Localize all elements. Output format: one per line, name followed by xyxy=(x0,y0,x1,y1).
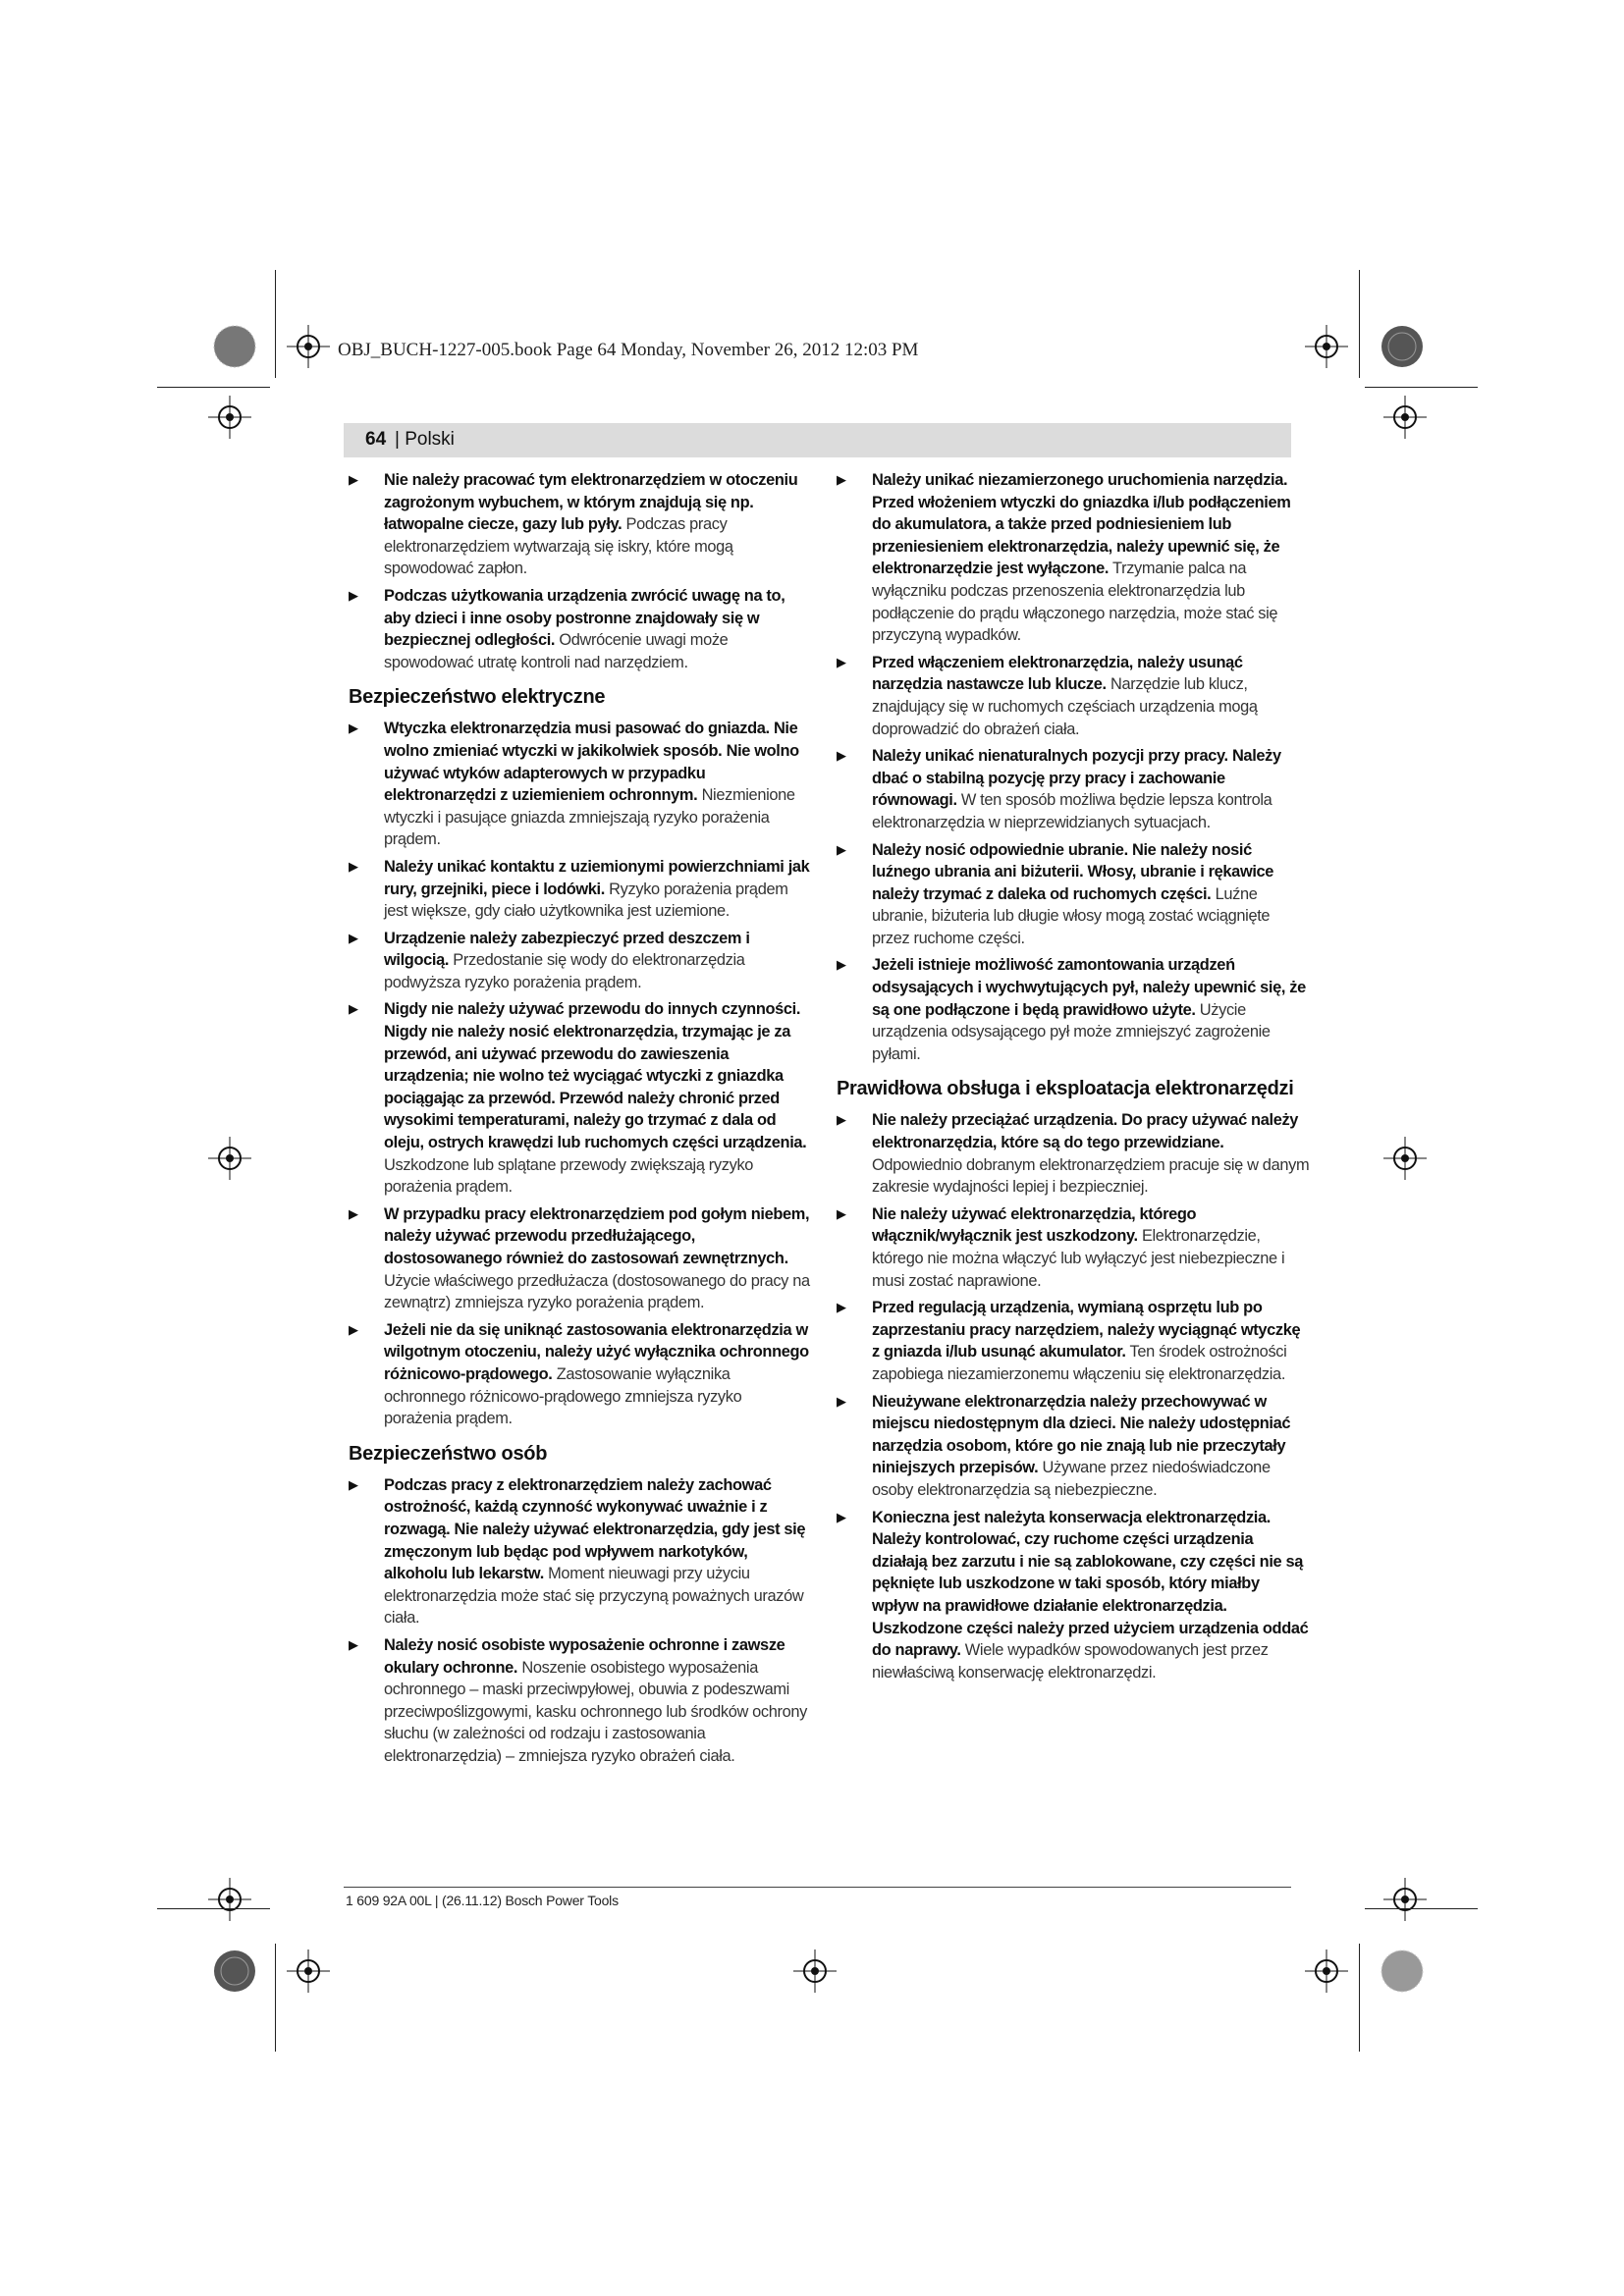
heading-electrical-safety: Bezpieczeństwo elektryczne xyxy=(349,686,606,709)
safety-instruction-item xyxy=(349,469,810,580)
instruction-bold-text: Nie należy przeciążać urządzenia. Do pracy używać należy elektronarzędzia, które są do tego przewidziane. xyxy=(872,1111,1299,1152)
bullet-arrow-icon: ▶ xyxy=(837,1300,846,1315)
instruction-bold-text: Konieczna jest należyta konserwacja elektronarzędzia. Należy kontrolować, czy ruchome części urządzenia działają bez zarzutu i nie są zablokowane, czy części nie są pęknięte lub uszkodzone w taki sposób, który miałby wpływ na prawidłowe działanie elektronarzędzia. Uszkodzone części należy przed użyciem urządzenia oddać do naprawy. xyxy=(872,1508,1309,1660)
crop-line xyxy=(157,387,270,388)
left-column xyxy=(349,469,810,1772)
crosshair-mark xyxy=(287,325,330,373)
safety-instruction-item xyxy=(349,1634,810,1768)
crosshair-mark xyxy=(1383,1878,1427,1926)
safety-instruction-item xyxy=(837,469,1310,647)
safety-instruction-item xyxy=(837,1297,1310,1385)
instruction-explanation-text: Podczas pracy elektronarzędziem wytwarzają się iskry, które mogą spowodować zapłon. xyxy=(384,515,733,578)
instruction-explanation-text: Przedostanie się wody do elektronarzędzia podwyższa ryzyko porażenia prądem. xyxy=(384,951,745,991)
bullet-arrow-icon: ▶ xyxy=(349,1001,358,1017)
crosshair-mark xyxy=(793,1949,837,1998)
heading-personal-safety: Bezpieczeństwo osób xyxy=(349,1442,548,1465)
instruction-bold-text: Należy unikać kontaktu z uziemionymi powierzchniami jak rury, grzejniki, piece i lodówki. xyxy=(384,857,810,898)
bullet-arrow-icon: ▶ xyxy=(837,1509,846,1524)
bullet-arrow-icon: ▶ xyxy=(349,721,358,736)
crosshair-mark xyxy=(208,1137,251,1185)
footer-rule xyxy=(344,1887,1291,1888)
bullet-arrow-icon: ▶ xyxy=(837,841,846,857)
page-number: 64 xyxy=(365,429,387,450)
safety-instruction-item xyxy=(349,585,810,673)
bullet-arrow-icon: ▶ xyxy=(349,587,358,603)
crop-line xyxy=(275,270,276,378)
safety-instruction-item xyxy=(349,1203,810,1314)
safety-instruction-item xyxy=(837,1391,1310,1502)
instruction-explanation-text: Elektronarzędzie, którego nie można włączyć lub wyłączyć jest niebezpieczne i musi zostać naprawione. xyxy=(872,1227,1285,1290)
instruction-explanation-text: Trzymanie palca na wyłączniku podczas przenoszenia elektronarzędzia lub podłączenie do prądu włączonego narzędzia, może stać się przyczyną wypadków. xyxy=(872,560,1278,645)
bullet-arrow-icon: ▶ xyxy=(349,1476,358,1492)
safety-instruction-item xyxy=(837,1109,1310,1198)
registration-mark-top-left xyxy=(212,324,257,374)
registration-mark-bottom-right xyxy=(1380,1949,1425,1999)
bullet-arrow-icon: ▶ xyxy=(837,654,846,669)
crosshair-mark xyxy=(1305,325,1348,373)
footer-text: 1 609 92A 00L | (26.11.12) Bosch Power Tools xyxy=(346,1893,619,1908)
safety-instruction-item xyxy=(349,856,810,923)
instruction-bold-text: Podczas użytkowania urządzenia zwrócić uwagę na to, aby dzieci i inne osoby postronne znajdowały się w bezpiecznej odległości. xyxy=(384,586,785,650)
safety-instruction-item xyxy=(349,998,810,1198)
instruction-explanation-text: Użycie urządzenia odsysającego pył może zmniejszyć zagrożenie pyłami. xyxy=(872,1000,1271,1063)
bullet-arrow-icon: ▶ xyxy=(349,1205,358,1221)
section-language: | Polski xyxy=(395,429,455,450)
crosshair-mark xyxy=(1383,1137,1427,1185)
crosshair-mark xyxy=(208,1878,251,1926)
instruction-explanation-text: Użycie właściwego przedłużacza (dostosowanego do pracy na zewnątrz) zmniejsza ryzyko porażenia prądem. xyxy=(384,1271,810,1312)
crosshair-mark xyxy=(1305,1949,1348,1998)
instruction-explanation-text: Wiele wypadków spowodowanych jest przez niewłaściwą konserwację elektronarzędzi. xyxy=(872,1641,1269,1682)
bullet-arrow-icon: ▶ xyxy=(349,1636,358,1652)
safety-instruction-item xyxy=(837,1203,1310,1292)
right-column xyxy=(837,469,1310,1688)
crosshair-mark xyxy=(1383,396,1427,444)
safety-instruction-item xyxy=(349,1319,810,1430)
instruction-explanation-text: Ryzyko porażenia prądem jest większe, gdy ciało użytkownika jest uziemione. xyxy=(384,880,788,921)
bullet-arrow-icon: ▶ xyxy=(349,1321,358,1337)
safety-instruction-item xyxy=(837,954,1310,1065)
crosshair-mark xyxy=(208,396,251,444)
bullet-arrow-icon: ▶ xyxy=(349,472,358,487)
instruction-bold-text: Nigdy nie należy używać przewodu do innych czynności. Nigdy nie należy nosić elektronarzędzia, trzymając je za przewód, ani używać przewodu do zawieszenia urządzenia; nie wolno też wyciągać wtyczki z gniazdka pociągając za przewód. Przewód należy chronić przed wysokimi temperaturami, należy go trzymać z dala od oleju, ostrych krawędzi lub ruchomych części urządzenia. xyxy=(384,1000,807,1152)
crop-line xyxy=(1365,1908,1478,1909)
bullet-arrow-icon: ▶ xyxy=(837,1393,846,1409)
instruction-bold-text: Jeżeli istnieje możliwość zamontowania urządzeń odsysających i wychwytujących pył, należy upewnić się, że są one podłączone i będą prawidłowo użyte. xyxy=(872,956,1306,1019)
safety-instruction-item xyxy=(349,1474,810,1629)
instruction-explanation-text: Niezmienione wtyczki i pasujące gniazda zmniejszają ryzyko porażenia prądem. xyxy=(384,786,795,849)
instruction-bold-text: W przypadku pracy elektronarzędziem pod gołym niebem, należy używać przewodu przedłużającego, dostosowanego również do zastosowań zewnętrznych. xyxy=(384,1204,810,1267)
instruction-bold-text: Przed włączeniem elektronarzędzia, należy usunąć narzędzia nastawcze lub klucze. xyxy=(872,653,1243,694)
instruction-explanation-text: Moment nieuwagi przy użyciu elektronarzędzia może stać się przyczyną poważnych urazów ciała. xyxy=(384,1565,804,1628)
instruction-bold-text: Urządzenie należy zabezpieczyć przed deszczem i wilgocią. xyxy=(384,929,750,970)
bullet-arrow-icon: ▶ xyxy=(837,1112,846,1128)
instruction-bold-text: Nie należy pracować tym elektronarzędziem w otoczeniu zagrożonym wybuchem, w którym znajdują się np. łatwopalne ciecze, gazy lub pyły. xyxy=(384,471,798,534)
crop-line xyxy=(275,1944,276,2052)
safety-instruction-item xyxy=(349,928,810,994)
bullet-arrow-icon: ▶ xyxy=(837,1205,846,1221)
safety-instruction-item xyxy=(837,652,1310,740)
instruction-bold-text: Wtyczka elektronarzędzia musi pasować do gniazda. Nie wolno zmieniać wtyczki w jakikolwiek sposób. Nie wolno używać wtyków adapterowych w przypadku elektronarzędzi z uziemieniem ochronnym. xyxy=(384,720,799,805)
instruction-bold-text: Jeżeli nie da się uniknąć zastosowania elektronarzędzia w wilgotnym otoczeniu, należy użyć wyłącznika ochronnego różnicowo-prądowego. xyxy=(384,1320,809,1383)
heading-tool-use-and-care: Prawidłowa obsługa i eksploatacja elektronarzędzi xyxy=(837,1078,1294,1100)
instruction-explanation-text: Używane przez niedoświadczone osoby elektronarzędzia są niebezpieczne. xyxy=(872,1459,1271,1499)
bullet-arrow-icon: ▶ xyxy=(349,858,358,874)
instruction-bold-text: Należy unikać niezamierzonego uruchomienia narzędzia. Przed włożeniem wtyczki do gniazdka i/lub podłączeniem do akumulatora, a także przed podniesieniem lub przeniesieniem elektronarzędzia, należy upewnić się, że elektronarzędzie jest wyłączone. xyxy=(872,471,1291,578)
instruction-explanation-text: Ten środek ostrożności zapobiega niezamierzonemu włączeniu się elektronarzędzia. xyxy=(872,1343,1287,1383)
instruction-bold-text: Należy nosić osobiste wyposażenie ochronne i zawsze okulary ochronne. xyxy=(384,1635,785,1677)
instruction-explanation-text: Narzędzie lub klucz, znajdujący się w ruchomych częściach urządzenia mogą doprowadzić do obrażeń ciała. xyxy=(872,675,1258,738)
instruction-bold-text: Nieużywane elektronarzędzia należy przechowywać w miejscu niedostępnym dla dzieci. Nie należy udostępniać narzędzia osobom, które go nie znają lub nie przeczytały niniejszych przepisów. xyxy=(872,1392,1291,1477)
instruction-explanation-text: Odpowiednio dobranym elektronarzędziem pracuje się w danym zakresie wydajności lepiej i bezpieczniej. xyxy=(872,1155,1310,1197)
instruction-bold-text: Przed regulacją urządzenia, wymianą osprzętu lub po zaprzestaniu pracy narzędziem, należy wyciągnąć wtyczkę z gniazda i/lub usunąć akumulator. xyxy=(872,1299,1301,1362)
instruction-explanation-text: W ten sposób możliwa będzie lepsza kontrola elektronarzędzia w nieprzewidzianych sytuacjach. xyxy=(872,791,1272,831)
bullet-arrow-icon: ▶ xyxy=(837,472,846,487)
print-info-line: OBJ_BUCH-1227-005.book Page 64 Monday, November 26, 2012 12:03 PM xyxy=(338,340,919,360)
bullet-arrow-icon: ▶ xyxy=(349,930,358,945)
safety-instruction-item xyxy=(837,1507,1310,1684)
instruction-bold-text: Nie należy używać elektronarzędzia, którego włącznik/wyłącznik jest uszkodzony. xyxy=(872,1204,1197,1246)
crop-line xyxy=(157,1908,270,1909)
page-header-bar xyxy=(344,423,1291,457)
instruction-explanation-text: Luźne ubranie, biżuteria lub długie włosy mogą zostać wciągnięte przez ruchome części. xyxy=(872,884,1271,947)
crop-line xyxy=(1359,270,1360,378)
safety-instruction-item xyxy=(837,839,1310,950)
crop-line xyxy=(1365,387,1478,388)
bullet-arrow-icon: ▶ xyxy=(837,748,846,764)
safety-instruction-item xyxy=(349,718,810,851)
safety-instruction-item xyxy=(837,745,1310,833)
instruction-explanation-text: Zastosowanie wyłącznika ochronnego różnicowo-prądowego zmniejsza ryzyko porażenia prądem. xyxy=(384,1364,742,1428)
instruction-bold-text: Należy unikać nienaturalnych pozycji przy pracy. Należy dbać o stabilną pozycję przy pracy i zachowanie równowagi. xyxy=(872,747,1281,810)
instruction-explanation-text: Uszkodzone lub splątane przewody zwiększają ryzyko porażenia prądem. xyxy=(384,1155,754,1197)
instruction-bold-text: Podczas pracy z elektronarzędziem należy zachować ostrożność, każdą czynność wykonywać uważnie i z rozwagą. Nie należy używać elektronarzędzia, gdy jest się zmęczonym lub będąc pod wpływem narkotyków, alkoholu lub lekarstw. xyxy=(384,1475,806,1583)
instruction-bold-text: Należy nosić odpowiednie ubranie. Nie należy nosić luźnego ubrania ani biżuterii. Włosy, ubranie i rękawice należy trzymać z daleka od ruchomych części. xyxy=(872,840,1274,903)
registration-mark-top-right xyxy=(1380,324,1425,374)
crop-line xyxy=(1359,1944,1360,2052)
instruction-explanation-text: Noszenie osobistego wyposażenia ochronnego – maski przeciwpyłowej, obuwia z podeszwami przeciwpoślizgowymi, kasku ochronnego lub środków ochrony słuchu (w zależności od rodzaju i zastosowania elektronarzędzia) – zmniejsza ryzyko obrażeń ciała. xyxy=(384,1658,808,1765)
instruction-explanation-text: Odwrócenie uwagi może spowodować utratę kontroli nad narzędziem. xyxy=(384,631,729,671)
bullet-arrow-icon: ▶ xyxy=(837,957,846,973)
registration-mark-bottom-left xyxy=(212,1949,257,1999)
crosshair-mark xyxy=(287,1949,330,1998)
